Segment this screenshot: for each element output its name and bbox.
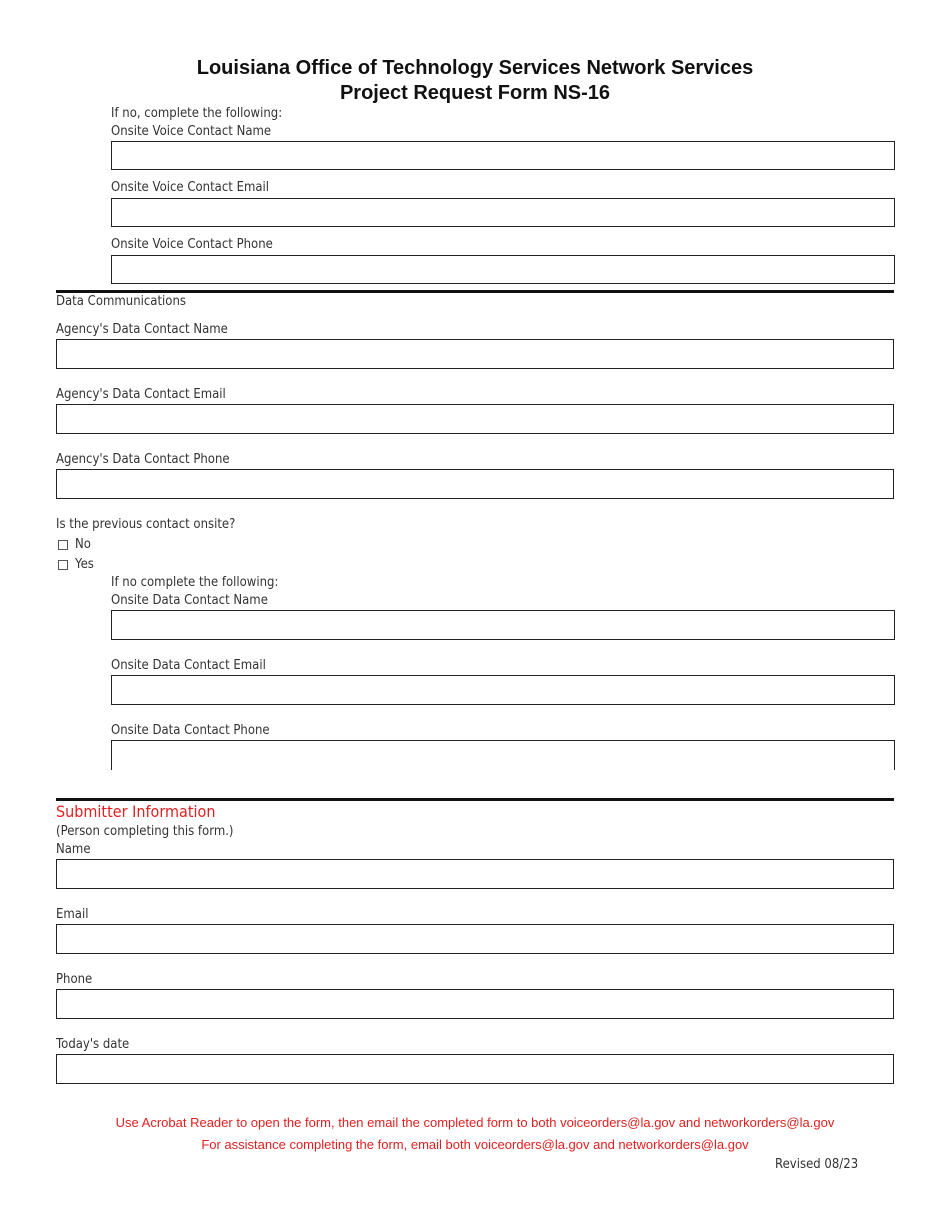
- data-contact-phone-label: Agency's Data Contact Phone: [56, 452, 230, 467]
- onsite-data-email-field[interactable]: [111, 675, 895, 705]
- data-contact-name-label: Agency's Data Contact Name: [56, 322, 228, 337]
- footer-instruction-line2: For assistance completing the form, email both voiceorders@la.gov and networkorders@la.gov: [201, 1137, 749, 1152]
- submitter-phone-label: Phone: [56, 972, 93, 987]
- onsite-data-email-label: Onsite Data Contact Email: [111, 658, 266, 673]
- onsite-no-checkbox[interactable]: [58, 540, 68, 550]
- section-divider: [56, 290, 894, 293]
- onsite-voice-email-field[interactable]: [111, 198, 895, 227]
- onsite-data-instruction: If no complete the following:: [111, 575, 279, 590]
- submitter-email-field[interactable]: [56, 924, 894, 954]
- form-title-line1: Louisiana Office of Technology Services Network Services: [196, 57, 754, 79]
- section-divider: [56, 798, 894, 801]
- submitter-name-label: Name: [56, 842, 91, 857]
- data-contact-name-field[interactable]: [56, 339, 894, 369]
- onsite-data-name-field[interactable]: [111, 610, 895, 640]
- onsite-voice-email-label: Onsite Voice Contact Email: [111, 180, 270, 195]
- submitter-date-label: Today's date: [56, 1037, 130, 1052]
- footer-instruction-line1: Use Acrobat Reader to open the form, then email the completed form to both voiceorders@la.gov and networkorders@la.gov: [115, 1115, 835, 1130]
- onsite-question: Is the previous contact onsite?: [56, 517, 236, 532]
- onsite-voice-name-label: Onsite Voice Contact Name: [111, 124, 272, 139]
- submitter-subheading: (Person completing this form.): [56, 824, 234, 839]
- onsite-voice-name-field[interactable]: [111, 141, 895, 170]
- submitter-name-field[interactable]: [56, 859, 894, 889]
- revision-date: Revised 08/23: [775, 1157, 859, 1172]
- submitter-heading: Submitter Information: [56, 802, 216, 821]
- data-comm-heading: Data Communications: [56, 294, 186, 309]
- onsite-voice-phone-field[interactable]: [111, 255, 895, 284]
- submitter-email-label: Email: [56, 907, 89, 922]
- onsite-voice-phone-label: Onsite Voice Contact Phone: [111, 237, 273, 252]
- onsite-data-name-label: Onsite Data Contact Name: [111, 593, 268, 608]
- form-title-line2: Project Request Form NS-16: [339, 82, 611, 104]
- onsite-data-phone-field[interactable]: [111, 740, 895, 770]
- data-contact-phone-field[interactable]: [56, 469, 894, 499]
- submitter-date-field[interactable]: [56, 1054, 894, 1084]
- data-contact-email-label: Agency's Data Contact Email: [56, 387, 226, 402]
- onsite-yes-label: Yes: [75, 557, 94, 572]
- onsite-no-label: No: [75, 537, 91, 552]
- data-contact-email-field[interactable]: [56, 404, 894, 434]
- onsite-data-phone-label: Onsite Data Contact Phone: [111, 723, 270, 738]
- onsite-yes-checkbox[interactable]: [58, 560, 68, 570]
- submitter-phone-field[interactable]: [56, 989, 894, 1019]
- onsite-voice-instruction: If no, complete the following:: [111, 106, 283, 121]
